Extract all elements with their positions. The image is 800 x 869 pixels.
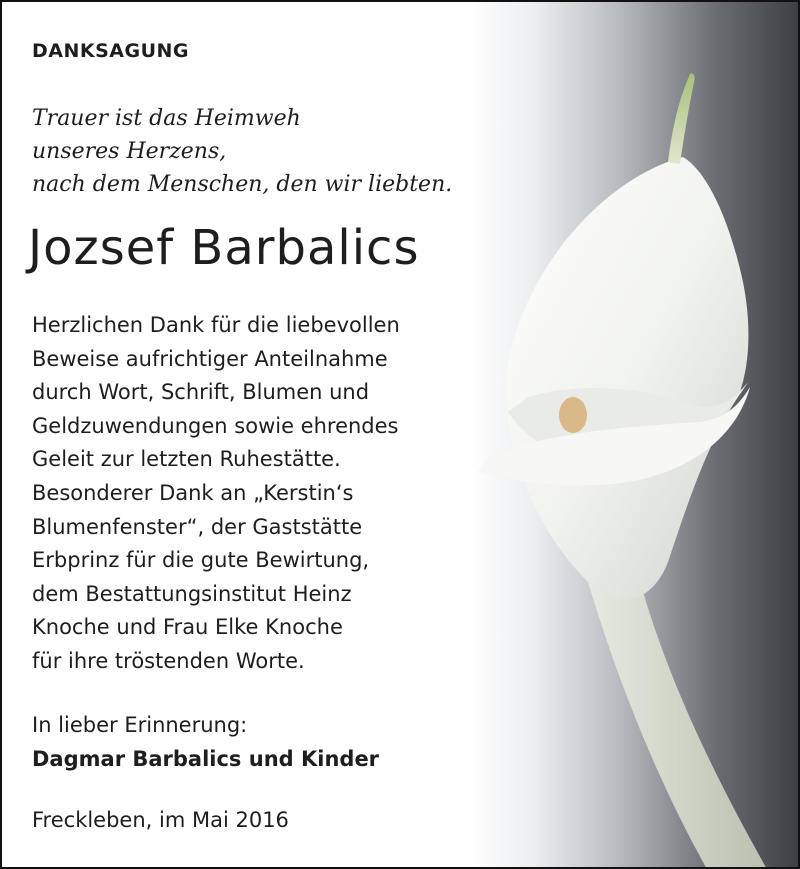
quote-line: unseres Herzens, bbox=[32, 139, 227, 164]
thanks-line: Blumenfenster“, der Gaststätte bbox=[32, 514, 363, 539]
thanks-line: Herzlichen Dank für die liebevollen bbox=[32, 313, 400, 337]
signer-name: Dagmar Barbalics und Kinder bbox=[32, 747, 380, 771]
thanks-line: Beweise aufrichtiger Anteilnahme bbox=[32, 346, 388, 371]
quote-line: nach dem Menschen, den wir liebten. bbox=[32, 172, 453, 197]
thanks-line: dem Bestattungsinstitut Heinz bbox=[32, 581, 352, 606]
place-date: Freckleben, im Mai 2016 bbox=[32, 808, 289, 832]
thanks-text bbox=[32, 309, 400, 679]
thanks-line: für ihre tröstenden Worte. bbox=[32, 648, 305, 673]
deceased-name: Jozsef Barbalics bbox=[28, 220, 420, 276]
thanks-line: Besonderer Dank an „Kerstin‘s bbox=[32, 480, 354, 505]
thanks-line: durch Wort, Schrift, Blumen und bbox=[32, 380, 370, 405]
quote-line: Trauer ist das Heimweh bbox=[32, 106, 301, 131]
memorial-quote bbox=[32, 102, 452, 201]
thanks-line: Erbprinz für die gute Bewirtung, bbox=[32, 548, 370, 573]
thanks-line: Geldzuwendungen sowie ehrendes bbox=[32, 413, 399, 438]
calla-lily-icon bbox=[468, 2, 798, 869]
thanks-line: Geleit zur letzten Ruhestätte. bbox=[32, 447, 341, 472]
memory-label: In lieber Erinnerung: bbox=[32, 713, 248, 737]
memory-block bbox=[32, 708, 379, 776]
thanks-line: Knoche und Frau Elke Knoche bbox=[32, 615, 343, 640]
notice-title: DANKSAGUNG bbox=[32, 40, 190, 62]
